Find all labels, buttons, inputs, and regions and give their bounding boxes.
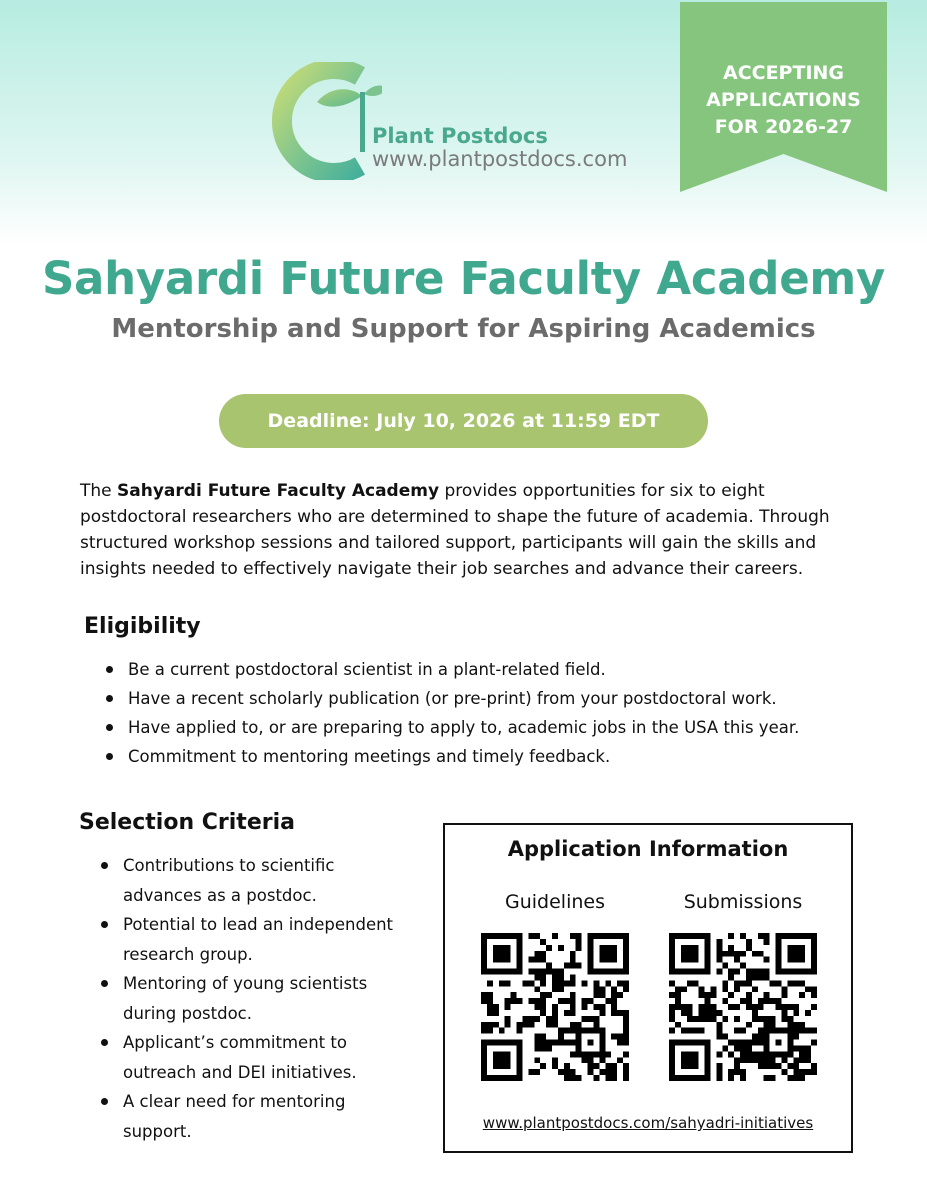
application-info-title: Application Information <box>507 837 789 861</box>
page-title: Sahyardi Future Faculty Academy <box>41 252 886 305</box>
intro-prefix: The <box>80 481 118 501</box>
submissions-qr-code-icon[interactable] <box>669 933 817 1081</box>
list-item: Applicant’s commitment to outreach and DEI initiatives. <box>99 1028 399 1087</box>
application-info-box <box>443 823 853 1153</box>
ribbon-line: FOR 2026-27 <box>714 116 853 138</box>
list-item: Have applied to, or are preparing to apply to, academic jobs in the USA this year. <box>104 713 884 742</box>
plant-postdocs-logo <box>272 62 652 180</box>
guidelines-label: Guidelines <box>505 891 605 913</box>
application-link[interactable]: www.plantpostdocs.com/sahyadri-initiatives <box>482 1114 814 1132</box>
logo-brand-name: Plant Postdocs <box>372 124 548 148</box>
ribbon-line: APPLICATIONS <box>706 89 861 111</box>
eligibility-heading: Eligibility <box>84 614 201 639</box>
selection-criteria-heading: Selection Criteria <box>79 810 295 835</box>
accepting-applications-ribbon <box>680 2 887 192</box>
intro-bold-name: Sahyardi Future Faculty Academy <box>117 481 440 501</box>
list-item: Have a recent scholarly publication (or pre-print) from your postdoctoral work. <box>104 684 884 713</box>
list-item: Commitment to mentoring meetings and timely feedback. <box>104 742 884 771</box>
list-item: Contributions to scientific advances as a postdoc. <box>99 851 399 910</box>
eligibility-list <box>104 655 884 771</box>
intro-body: provides opportunities for six to eight postdoctoral researchers who are determined to shape the future of academia. Through structured workshop sessions and tailored support, participants will gain the skills and insights needed to effectively navigate their job searches and advance their careers. <box>80 481 830 579</box>
deadline-badge: Deadline: July 10, 2026 at 11:59 EDT <box>219 394 708 448</box>
guidelines-qr-code-icon[interactable] <box>481 933 629 1081</box>
selection-criteria-list <box>99 851 399 1146</box>
ribbon-line: ACCEPTING <box>722 62 845 84</box>
intro-paragraph <box>80 478 870 582</box>
submissions-label: Submissions <box>683 891 803 913</box>
list-item: Mentoring of young scientists during postdoc. <box>99 969 399 1028</box>
leaf-c-icon <box>272 62 382 180</box>
list-item: A clear need for mentoring support. <box>99 1087 399 1146</box>
page-subtitle: Mentorship and Support for Aspiring Academics <box>111 314 816 344</box>
ribbon-text <box>680 60 887 141</box>
list-item: Potential to lead an independent research group. <box>99 910 399 969</box>
logo-website-url: www.plantpostdocs.com <box>372 147 628 171</box>
list-item: Be a current postdoctoral scientist in a plant-related field. <box>104 655 884 684</box>
